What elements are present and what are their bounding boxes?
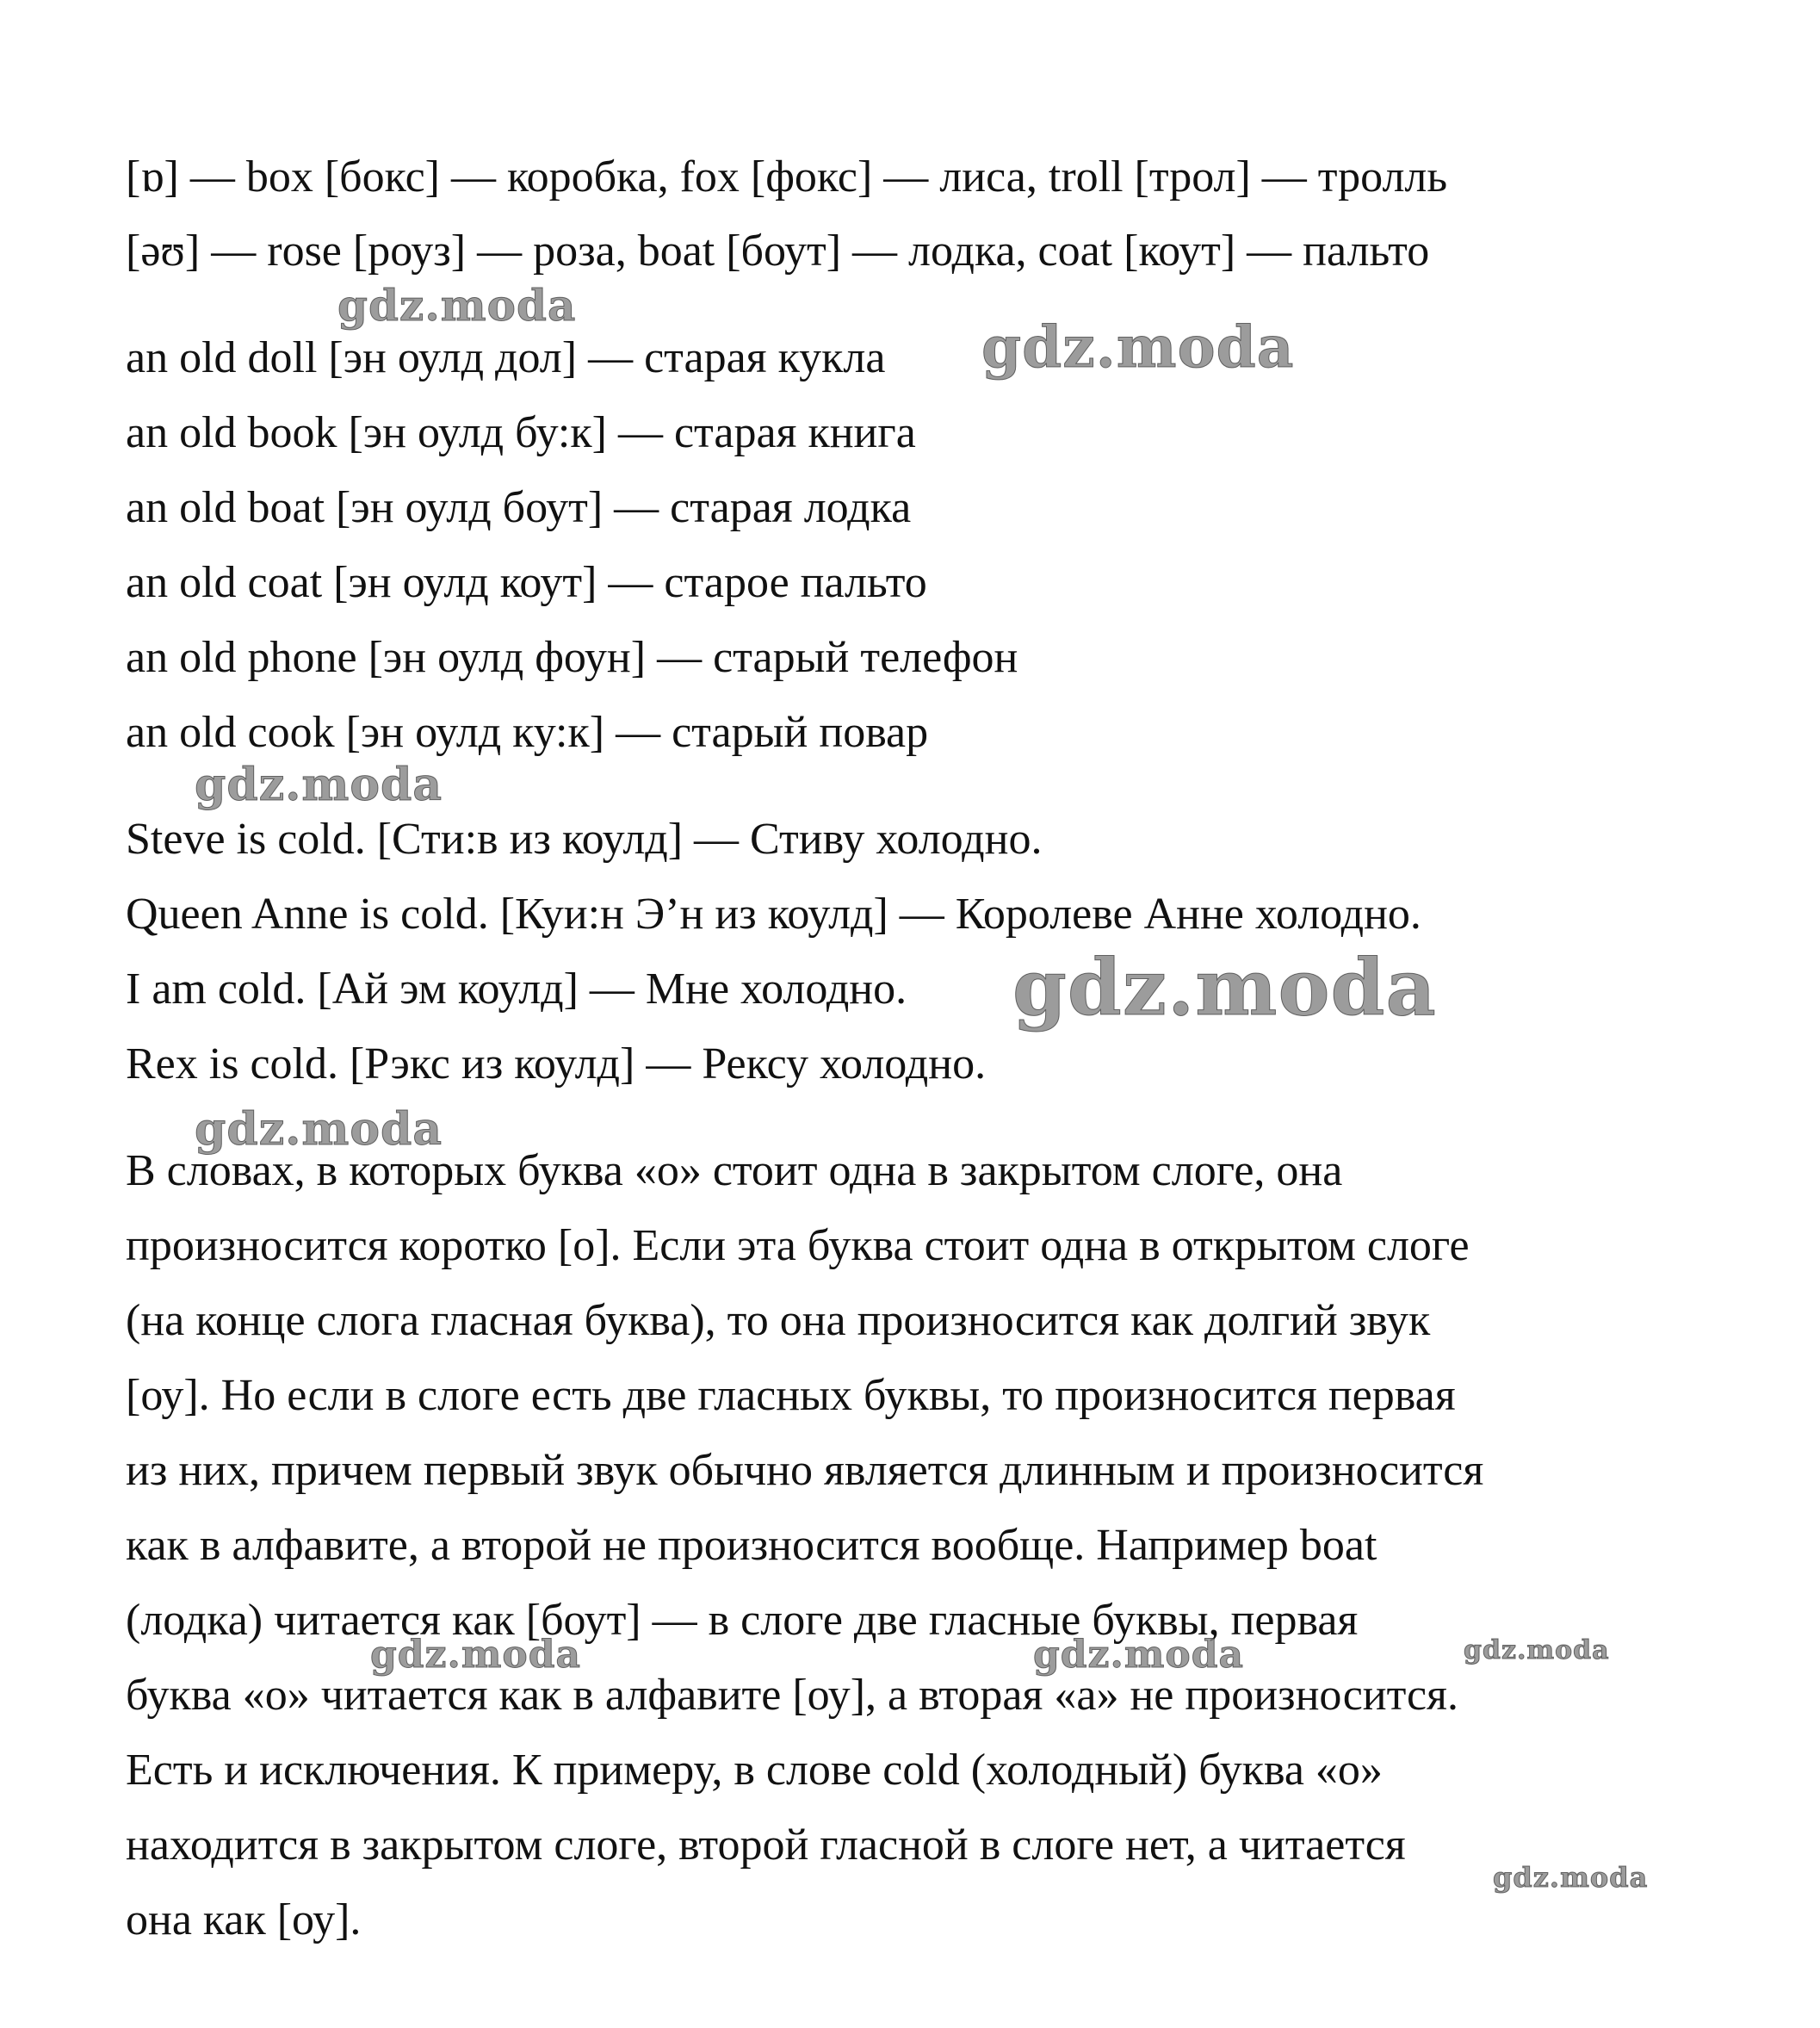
explanation-line: (на конце слога гласная буква), то она произносится как долгий звук: [126, 1296, 1431, 1345]
phrase-line: an old phone [эн оулд фоун] — старый телефон: [126, 633, 1018, 682]
watermark: gdz.moda: [1033, 1633, 1245, 1677]
watermark: gdz.moda: [370, 1633, 582, 1677]
sound-line: [əʊ] — rose [роуз] — роза, boat [боут] — лодка, coat [коут] — пальто: [126, 226, 1430, 276]
explanation-line: произносится коротко [о]. Если эта буква стоит одна в открытом слоге: [126, 1221, 1470, 1270]
watermark: gdz.moda: [337, 280, 577, 331]
phrase-line: an old doll [эн оулд дол] — старая кукла: [126, 333, 886, 382]
sound-line: [ɒ] — box [бокс] — коробка, fox [фокс] — лиса, troll [трол] — тролль: [126, 152, 1448, 202]
explanation-line: как в алфавите, а второй не произносится вообще. Например boat: [126, 1521, 1377, 1570]
watermark: gdz.moda: [981, 313, 1295, 381]
phrase-line: an old boat [эн оулд боут] — старая лодка: [126, 483, 912, 532]
explanation-line: она как [оу].: [126, 1895, 362, 1944]
explanation-line: (лодка) читается как [боут] — в слоге две гласные буквы, первая: [126, 1596, 1359, 1645]
watermark: gdz.moda: [195, 1103, 443, 1156]
explanation-line: Есть и исключения. К примеру, в слове cold (холодный) буква «о»: [126, 1746, 1383, 1795]
explanation-line: из них, причем первый звук обычно является длинным и произносится: [126, 1446, 1484, 1495]
watermark: gdz.moda: [1012, 942, 1437, 1033]
explanation-line: [оу]. Но если в слоге есть две гласных буквы, то произносится первая: [126, 1371, 1456, 1420]
explanation-line: находится в закрытом слоге, второй гласной в слоге нет, а читается: [126, 1820, 1406, 1870]
sentence-line: Rex is cold. [Рэкс из коулд] — Рексу холодно.: [126, 1039, 987, 1088]
phrase-line: an old cook [эн оулд ку:к] — старый повар: [126, 708, 929, 757]
watermark: gdz.moda: [1493, 1861, 1649, 1894]
watermark: gdz.moda: [1464, 1635, 1610, 1665]
phrase-line: an old coat [эн оулд коут] — старое пальто: [126, 558, 927, 607]
sentence-line: I am cold. [Ай эм коулд] — Мне холодно.: [126, 964, 907, 1014]
explanation-line: буква «о» читается как в алфавите [оу], а вторая «а» не произносится.: [126, 1671, 1458, 1720]
sentence-line: Steve is cold. [Сти:в из коулд] — Стиву холодно.: [126, 815, 1043, 864]
sentence-line: Queen Anne is cold. [Куи:н Э’н из коулд] — Королеве Анне холодно.: [126, 890, 1421, 939]
explanation-line: В словах, в которых буква «о» стоит одна в закрытом слоге, она: [126, 1146, 1343, 1195]
phrase-line: an old book [эн оулд бу:к] — старая книга: [126, 408, 916, 457]
watermark: gdz.moda: [195, 759, 443, 811]
